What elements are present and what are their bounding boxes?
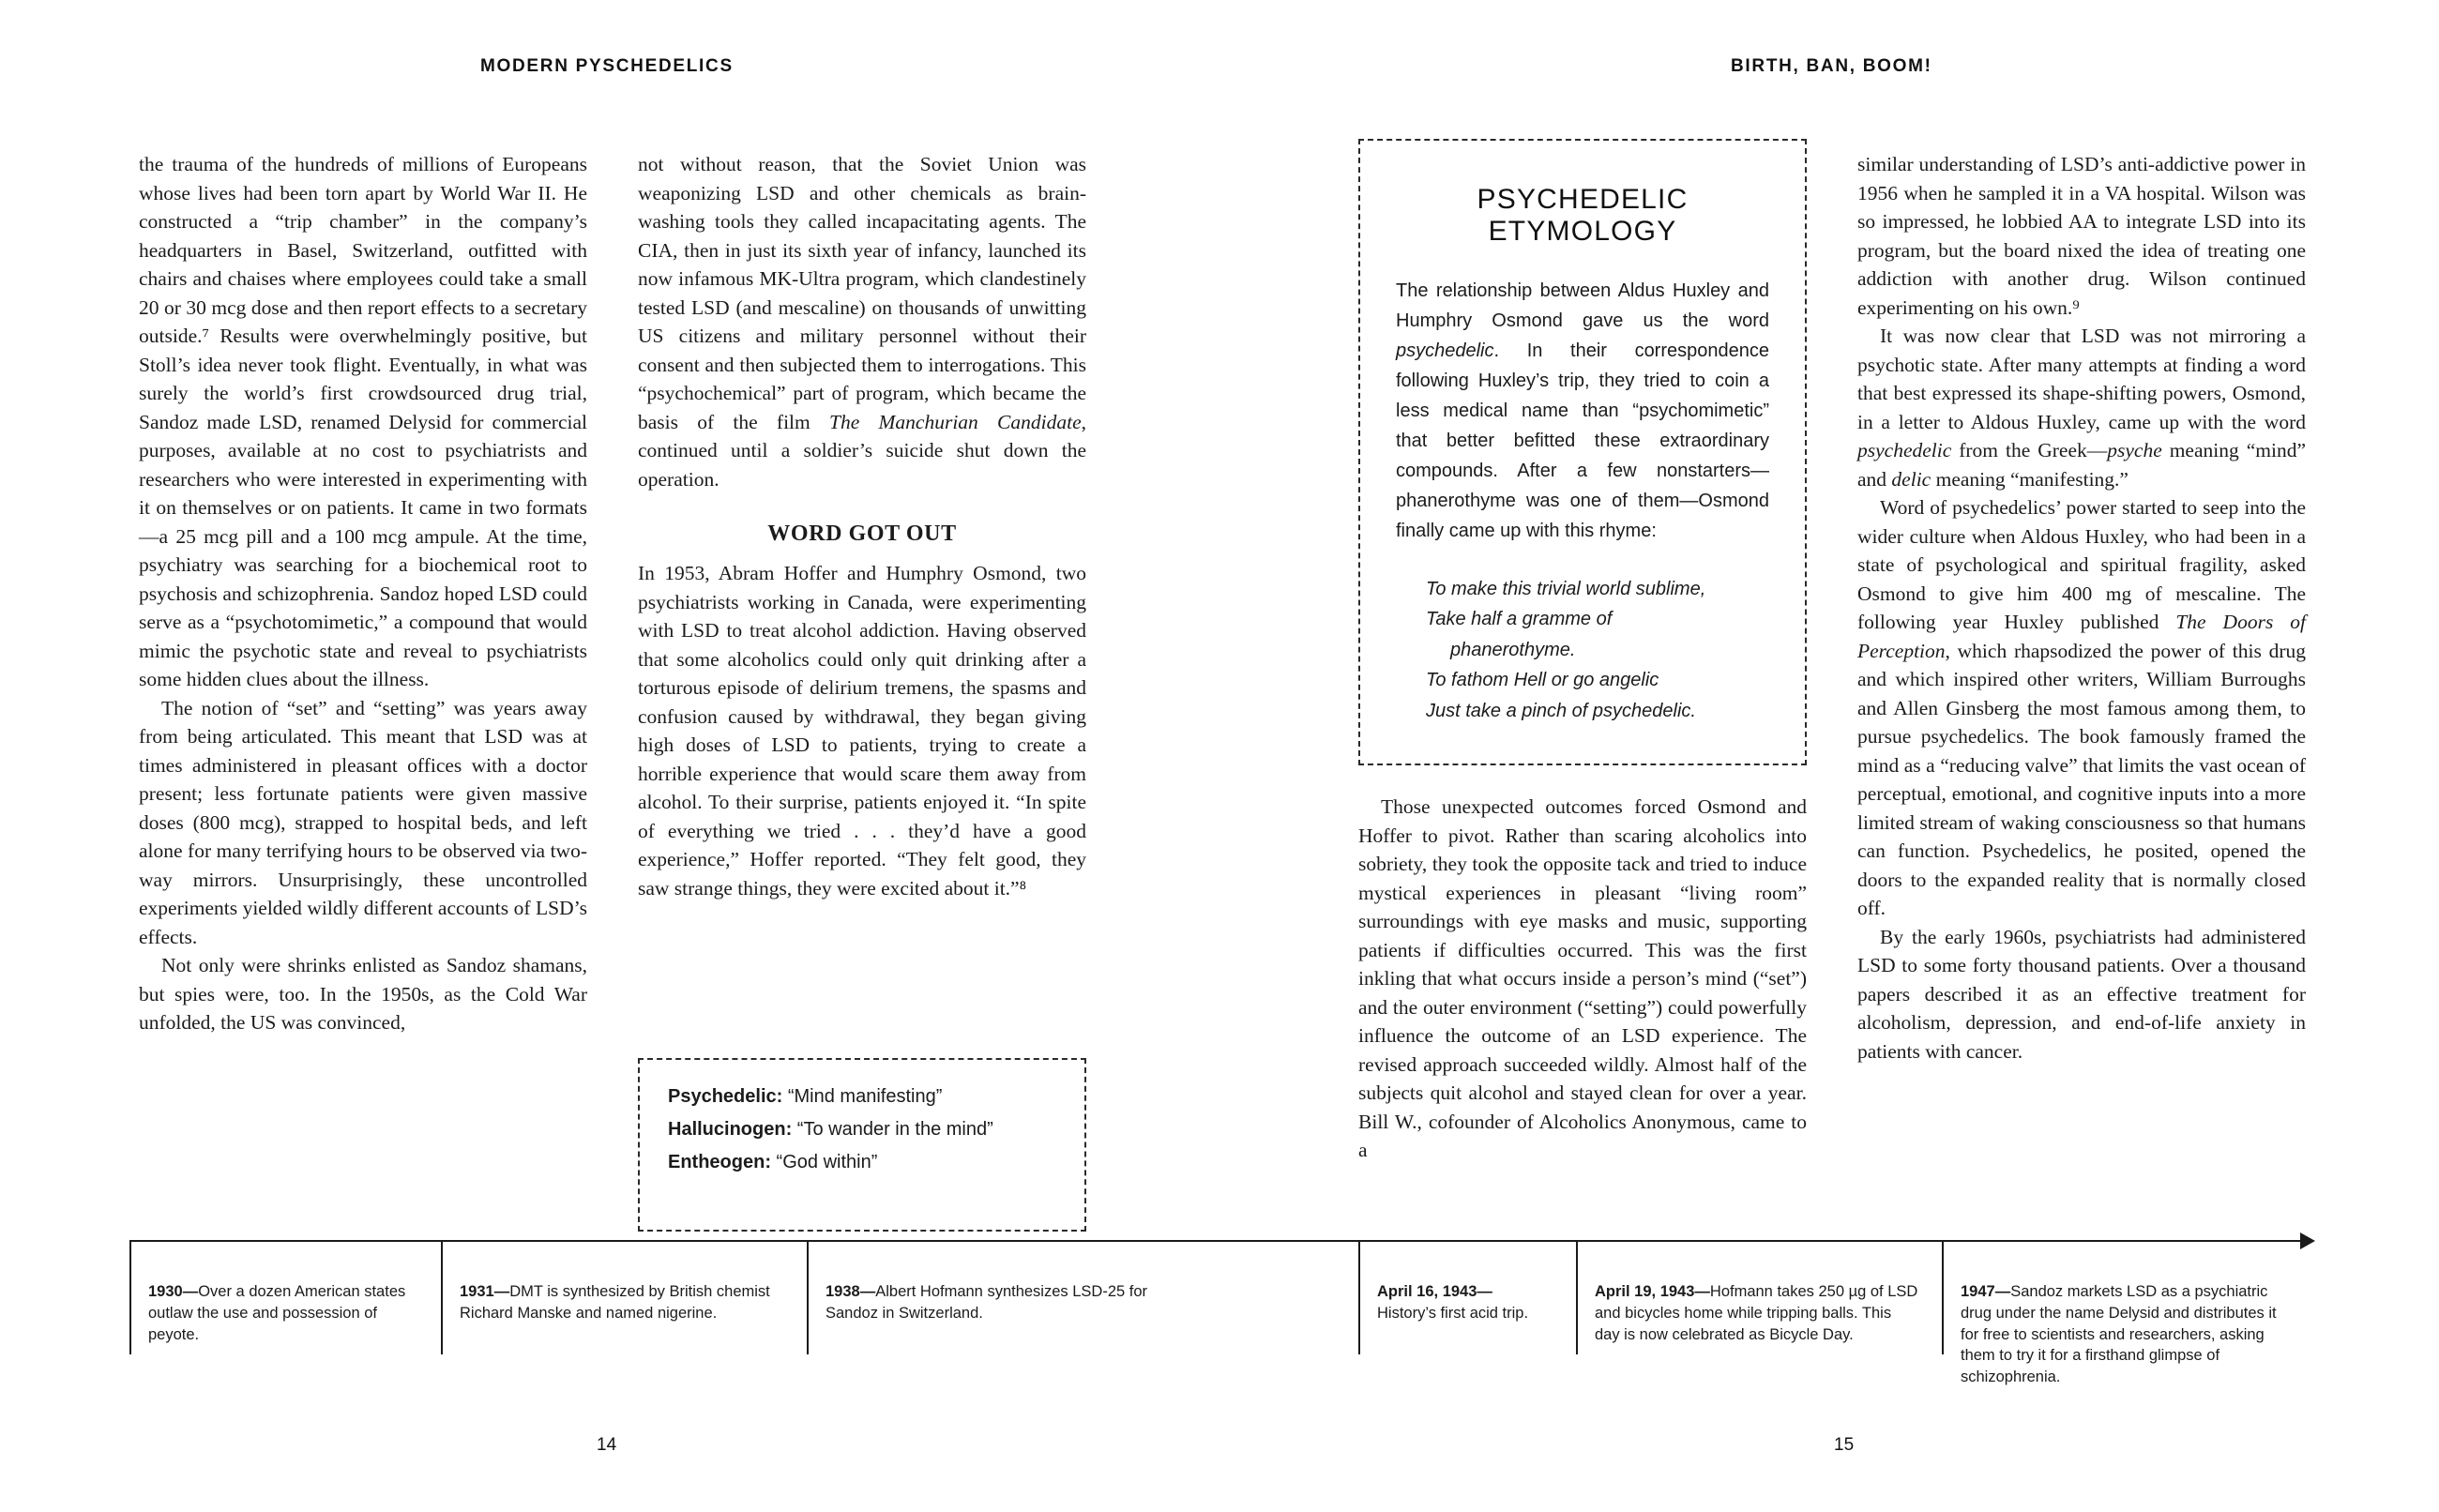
term-italic: psychedelic: [1857, 439, 1952, 462]
timeline-year: 1930—: [148, 1283, 199, 1300]
timeline-tick: [1942, 1240, 1944, 1354]
paragraph-part: Word of psychedelics’ power started to seep into the wider culture when Aldous Huxley, who had been in a state of psychological and spiritual fragility, asked Osmond to give him 400 mg of mescaline. The following year Huxley published: [1857, 496, 2306, 634]
poem-line: Just take a pinch of psychedelic.: [1426, 700, 1696, 721]
definition-meaning: “Mind manifesting”: [782, 1086, 943, 1107]
term-italic: delic: [1891, 467, 1932, 491]
poem-line: Take half a gramme of: [1426, 609, 1613, 630]
paragraph: In 1953, Abram Hoffer and Humphry Osmond, two psychiatrists working in Canada, were experimenting with LSD to treat alcohol addiction. Having observed that some alcoholics could only quit drinking after a torturous episode of delirium tremens, the spasms and confusion caused by withdrawal, they began giving high doses of LSD to patients, trying to create a horrible experience that would scare them away from alcohol. To their surprise, patients enjoyed it. “In spite of everything we tried . . . they’d have a good experience,” Hoffer reported. “They felt good, they saw strange things, they were excited about it.”⁸: [638, 562, 1086, 900]
book-title-italic: The Doors of Perception: [1857, 611, 2306, 662]
definition-item: [668, 1146, 1060, 1179]
paragraph: the trauma of the hundreds of millions of Europeans whose lives had been torn apart by World War II. He constructed a “trip chamber” in the company’s headquarters in Basel, Switzerland, outfitted with chairs and chaises where employees could take a small 20 or 30 mcg dose and then report effects to a secretary outside.⁷ Results were overwhelmingly positive, but Stoll’s idea never took flight. Eventually, in what was surely the world’s first crowdsourced drug trial, Sandoz made LSD, renamed Delysid for commercial purposes, available at no cost to psychiatrists and researchers who were interested in experimenting with it on themselves or on patients. It came in two formats—a 25 mcg pill and a 100 mcg ampule. At the time, psychiatry was searching for a biochemical root to psychosis and schizophrenia. Sandoz hoped LSD could serve as a “psychotomimetic,” a compound that would mimic the psychotic state and reveal to psychiatrists some hidden clues about the illness.: [139, 153, 587, 691]
paragraph: [638, 150, 1086, 493]
term-italic: psyche: [2107, 439, 2162, 462]
timeline-entry-text: [1595, 1281, 1918, 1345]
definitions-callout-box: [638, 1058, 1086, 1232]
paragraph: [1857, 322, 2306, 493]
timeline-description: Albert Hofmann synthesizes LSD-25 for Sandoz in Switzerland.: [826, 1283, 1148, 1322]
timeline-entry-text: [1377, 1281, 1565, 1324]
paragraph-part: It was now clear that LSD was not mirroring a psychotic state. After many attempts at finding a word that best expressed its shape-shifting powers, Osmond, in a letter to Aldous Huxley, came up with the word: [1857, 325, 2306, 433]
timeline-arrow-icon: [2300, 1232, 2315, 1249]
text-column-4: [1857, 150, 2306, 1066]
paragraph-part: from the Greek—: [1951, 439, 2108, 462]
poem-line: To fathom Hell or go angelic: [1426, 670, 1659, 691]
timeline-tick: [129, 1240, 131, 1354]
paragraph: [1857, 493, 2306, 923]
timeline-description: Hofmann takes 250 µg of LSD and bicycles home while tripping balls. This day is now celebrated as Bicycle Day.: [1595, 1283, 1918, 1343]
timeline-entry-text: [826, 1281, 1154, 1324]
definition-meaning: “To wander in the mind”: [792, 1119, 993, 1140]
definition-term: Psychedelic:: [668, 1086, 783, 1107]
paragraph: The notion of “set” and “setting” was years away from being articulated. This meant that LSD was at times administered in pleasant offices with a doctor present; less fortunate patients were given massive doses (800 mcg), strapped to hospital beds, and left alone for many terrifying hours to be observed via two-way mirrors. Unsurprisingly, these uncontrolled experiments yielded wildly different accounts of LSD’s effects.: [139, 696, 587, 948]
paragraph-part: not without reason, that the Soviet Union was weaponizing LSD and other chemicals as brain-washing tools they called incapacitating agents. The CIA, then in just its sixth year of infancy, launched its now infamous MK-Ultra program, which clandestinely tested LSD (and mescaline) on thousands of unwitting US citizens and military personnel without their consent and then subjected them to interrogations. This “psychochemical” part of program, which became the basis of the film: [638, 153, 1086, 433]
timeline-year: April 19, 1943—: [1595, 1283, 1710, 1300]
book-title-italic: The Manchurian Candidate: [829, 410, 1082, 433]
running-head-left: MODERN PYSCHEDELICS: [480, 56, 734, 76]
paragraph: Those unexpected outcomes forced Osmond and Hoffer to pivot. Rather than scaring alcoholics into sobriety, they took the opposite tack and tried to induce mystical experiences in pleasant “living room” surroundings with eye masks and music, supporting patients if difficulties occurred. This was the first inkling that what occurs inside a person’s mind (“set”) and the outer environment (“setting”) could powerfully influence the outcome of an LSD experience. The revised approach succeeded wildly. Almost half of the subjects quit alcohol and stayed clean for over a year. Bill W., cofounder of Alcoholics Anonymous, came to a: [1358, 795, 1807, 1162]
timeline-entry-text: [1961, 1281, 2294, 1388]
poem-line: To make this trivial world sublime,: [1426, 579, 1706, 599]
timeline-entry-text: [148, 1281, 420, 1345]
timeline-tick: [1576, 1240, 1578, 1354]
etymology-box-title: PSYCHEDELIC ETYMOLOGY: [1477, 184, 1689, 247]
timeline-year: 1938—: [826, 1283, 876, 1300]
poem-line: phanerothyme.: [1450, 639, 1576, 660]
timeline-description: Over a dozen American states outlaw the use and possession of peyote.: [148, 1283, 406, 1343]
timeline-entry-text: [460, 1281, 797, 1324]
psychedelic-etymology-box: [1358, 139, 1807, 765]
paragraph-part: meaning “manifesting.”: [1931, 467, 2128, 491]
timeline-description: Sandoz markets LSD as a psychiatric drug under the name Delysid and distributes it for free to scientists and researchers, asking them to try it for a firsthand glimpse of schizophrenia.: [1961, 1283, 2277, 1386]
definition-meaning: “God within”: [771, 1152, 878, 1172]
paragraph-part: , which rhapsodized the power of this drug and which inspired other writers, William Burroughs and Allen Ginsberg the most famous among them, to pursue psychedelics. The book famously framed the mind as a “reducing valve” that limits the vast ocean of perceptual, emotional, and cognitive inputs into a more limited stream of waking consciousness so that humans can function. Psychedelics, he posited, opened the doors to the expanded reality that is normally closed off.: [1857, 639, 2306, 920]
timeline-year: 1947—: [1961, 1283, 2011, 1300]
term-italic: psychedelic: [1396, 340, 1494, 361]
etymology-rhyme: [1426, 574, 1769, 726]
paragraph: By the early 1960s, psychiatrists had administered LSD to some forty thousand patients. Over a thousand papers described it as an effective treatment for alcoholism, depression, and end-of-life anxiety in patients with cancer.: [1857, 925, 2306, 1063]
text-column-1: [139, 150, 587, 1037]
timeline-axis: [129, 1240, 2304, 1242]
paragraph: Not only were shrinks enlisted as Sandoz shamans, but spies were, too. In the 1950s, as the Cold War unfolded, the US was convinced,: [139, 954, 587, 1035]
timeline-description: DMT is synthesized by British chemist Richard Manske and named nigerine.: [460, 1283, 770, 1322]
timeline-tick: [1358, 1240, 1360, 1354]
page-number-right: 15: [1834, 1435, 1855, 1455]
paragraph-part: , continued until a soldier’s suicide shut down the operation.: [638, 410, 1086, 491]
timeline-year: 1931—: [460, 1283, 510, 1300]
text-column-2: [638, 150, 1086, 902]
definition-term: Hallucinogen:: [668, 1119, 793, 1140]
timeline-tick: [807, 1240, 809, 1354]
timeline-tick: [441, 1240, 443, 1354]
page-number-left: 14: [597, 1435, 617, 1455]
definition-item: [668, 1113, 1060, 1146]
definition-term: Entheogen:: [668, 1152, 771, 1172]
paragraph-part: . In their correspondence following Huxley’s trip, they tried to coin a less medical name than “psychomimetic” that better befitted these extraordinary compounds. After a few nonstarters—phanerothyme was one of them—Osmond finally came up with this rhyme:: [1396, 340, 1769, 541]
paragraph-part: meaning “mind” and: [1857, 439, 2306, 491]
running-head-right: BIRTH, BAN, BOOM!: [1731, 56, 1932, 76]
definition-item: [668, 1081, 1060, 1113]
section-heading-word-got-out: WORD GOT OUT: [767, 522, 957, 547]
text-column-3: [1358, 793, 1807, 1165]
paragraph-part: The relationship between Aldus Huxley and Humphry Osmond gave us the word: [1396, 280, 1769, 331]
timeline-description: History’s first acid trip.: [1377, 1304, 1529, 1322]
etymology-box-body: [1396, 276, 1769, 546]
timeline-year: April 16, 1943—: [1377, 1283, 1492, 1300]
paragraph: similar understanding of LSD’s anti-addictive power in 1956 when he sampled it in a VA hospital. Wilson was so impressed, he lobbied AA to integrate LSD into its program, but the board nixed the idea of treating one addiction with another drug. Wilson continued experimenting on his own.⁹: [1857, 153, 2306, 319]
